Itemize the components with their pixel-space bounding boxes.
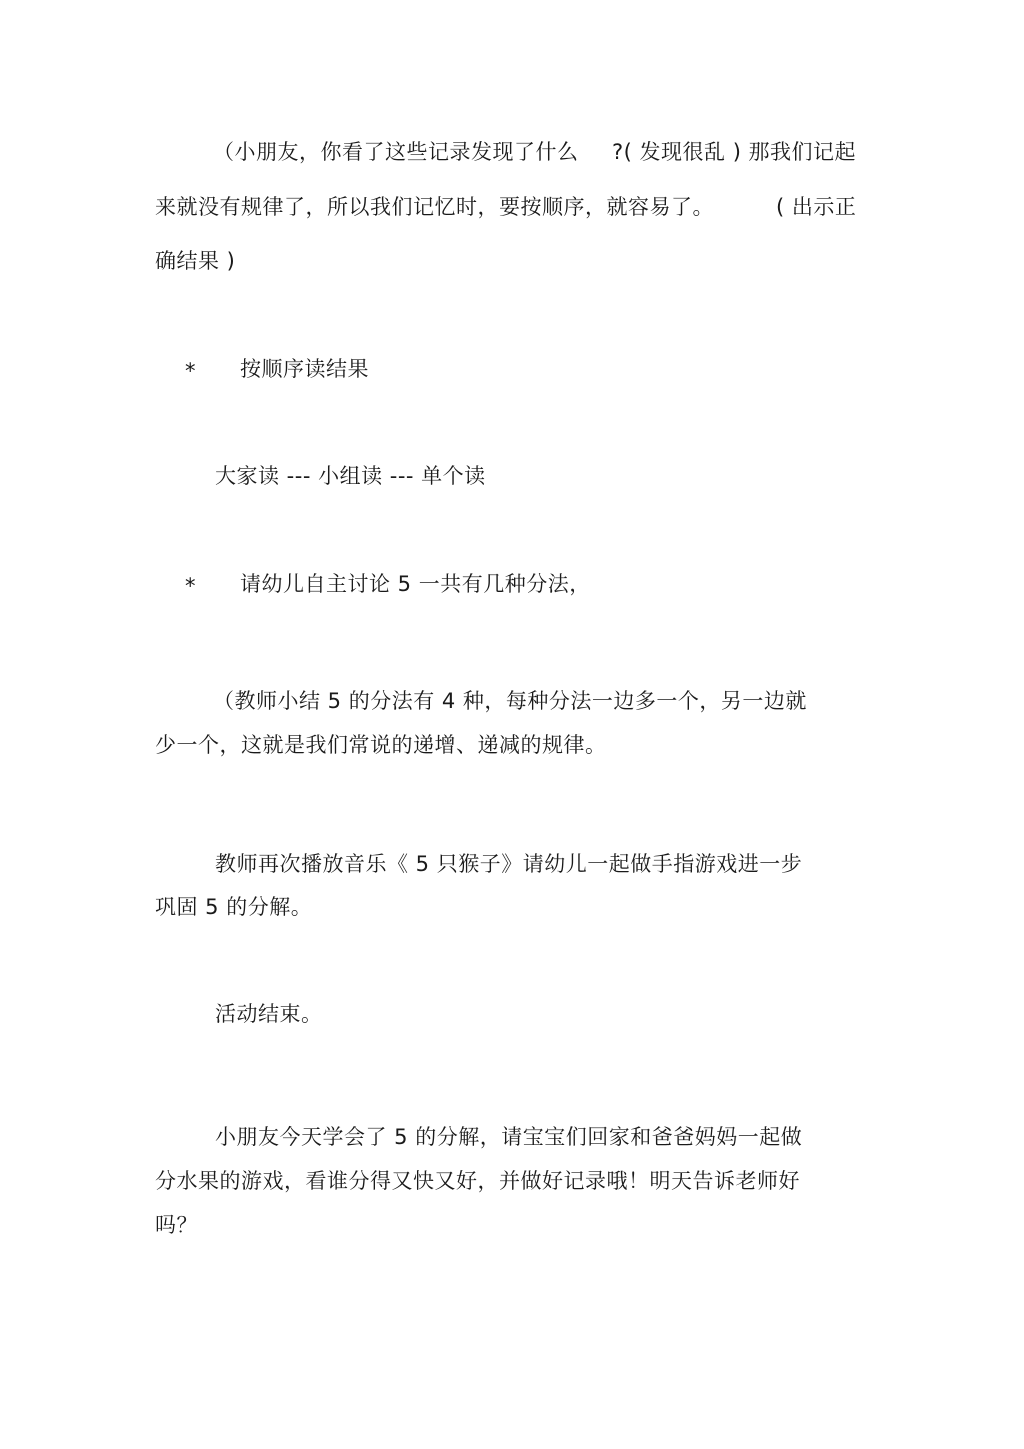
paragraph-1-line-2b: ( 出示正 xyxy=(776,195,857,219)
paragraph-1-line-1b: ?( 发现很乱 ) 那我们记起 xyxy=(612,140,857,164)
paragraph-2-line-1: 大家读 --- 小组读 --- 单个读 xyxy=(215,464,486,488)
paragraph-3-line-2: 少一个，这就是我们常说的递增、递减的规律。 xyxy=(155,733,607,757)
paragraph-6-line-3: 吗？ xyxy=(155,1213,198,1237)
bullet-item-1-text: 按顺序读结果 xyxy=(240,357,369,381)
paragraph-4-line-2: 巩固 5 的分解。 xyxy=(155,895,313,919)
bullet-marker-1: * xyxy=(185,359,196,383)
paragraph-5-line-1: 活动结束。 xyxy=(215,1002,323,1026)
bullet-item-2-text: 请幼儿自主讨论 5 一共有几种分法， xyxy=(240,572,591,596)
paragraph-1-line-2a: 来就没有规律了，所以我们记忆时，要按顺序，就容易了。 xyxy=(155,195,714,219)
paragraph-4-line-1: 教师再次播放音乐《 5 只猴子》请幼儿一起做手指游戏进一步 xyxy=(215,852,803,876)
paragraph-6-line-2: 分水果的游戏，看谁分得又快又好，并做好记录哦！明天告诉老师好 xyxy=(155,1169,800,1193)
paragraph-1-line-1a: （小朋友，你看了这些记录发现了什么 xyxy=(213,140,579,164)
paragraph-6-line-1: 小朋友今天学会了 5 的分解，请宝宝们回家和爸爸妈妈一起做 xyxy=(215,1125,803,1149)
paragraph-3-line-1: （教师小结 5 的分法有 4 种，每种分法一边多一个，另一边就 xyxy=(213,689,807,713)
bullet-marker-2: * xyxy=(185,574,196,598)
paragraph-1-line-3: 确结果 ) xyxy=(155,249,236,273)
